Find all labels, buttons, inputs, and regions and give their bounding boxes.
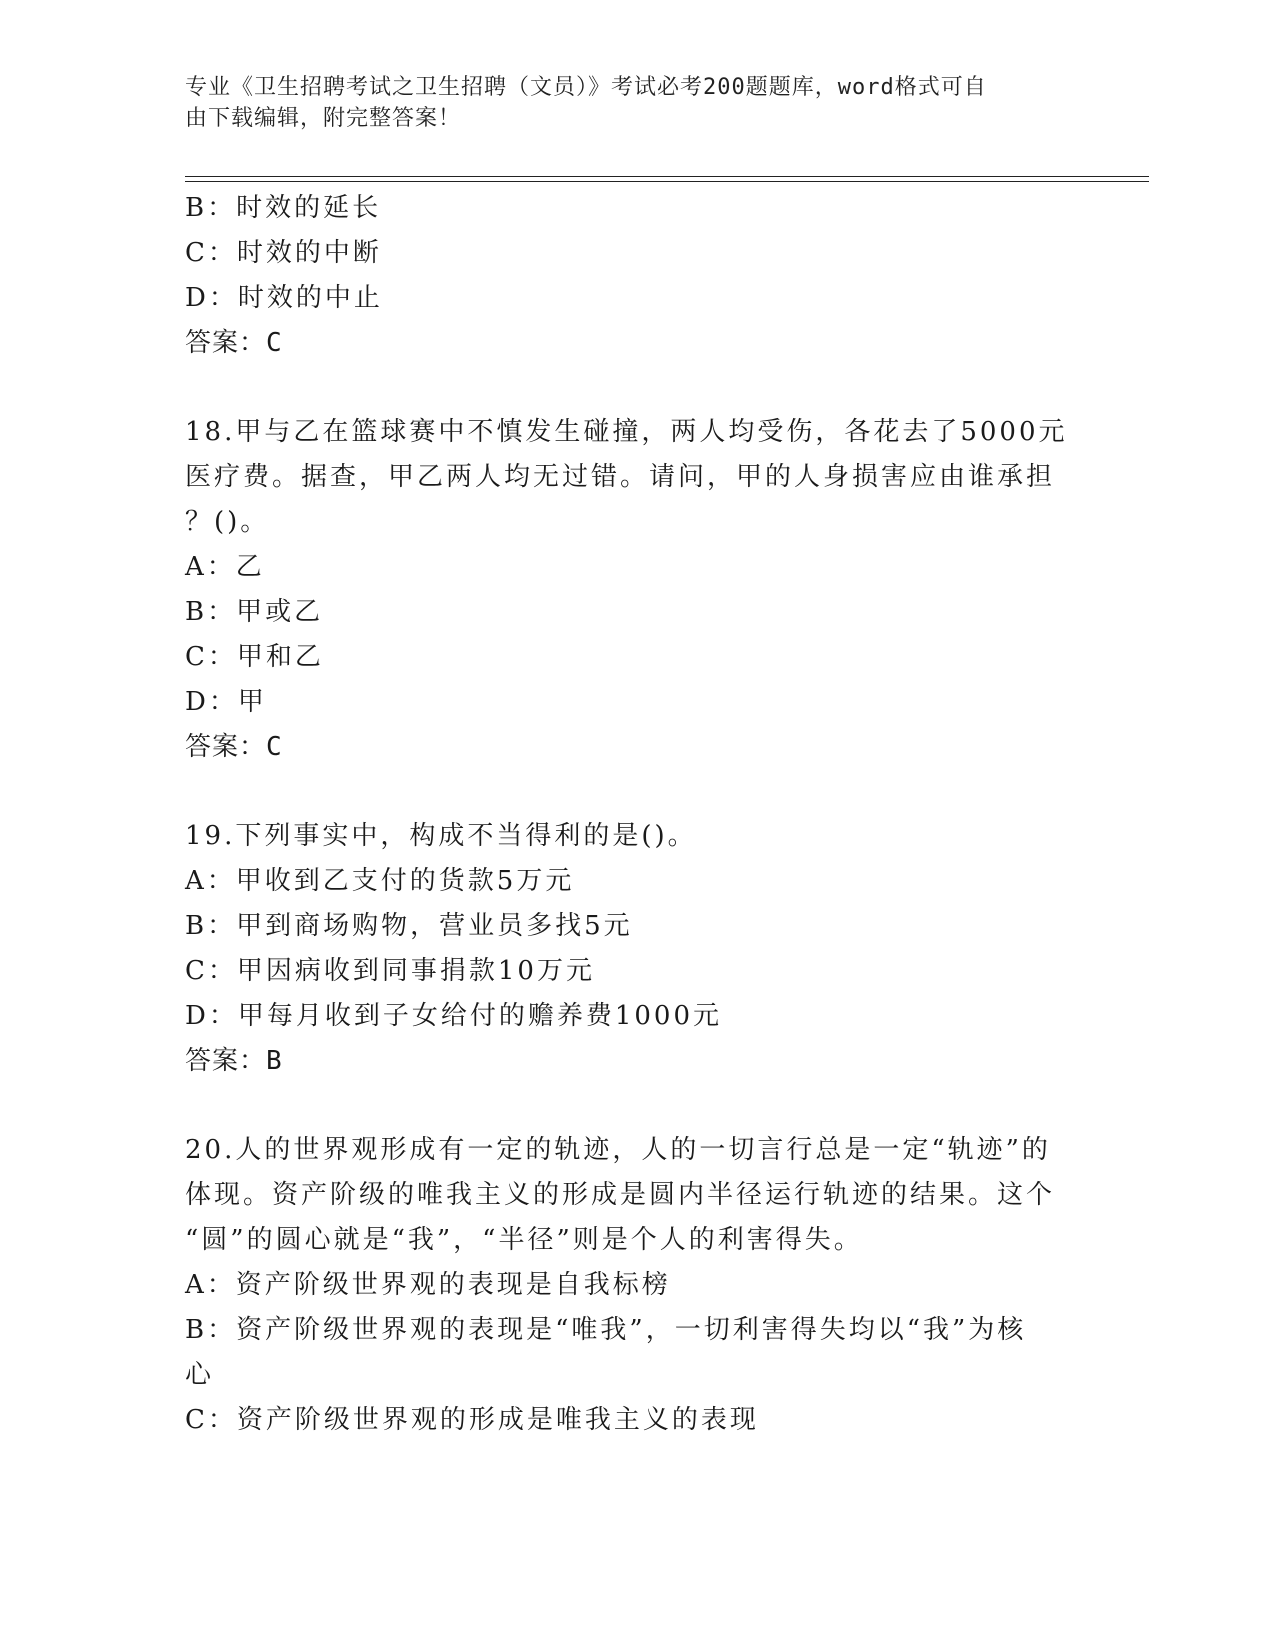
question-list <box>185 186 1075 1443</box>
option-a: A：资产阶级世界观的表现是自我标榜 <box>185 1270 671 1300</box>
question-stem-line: “圆”的圆心就是“我”，“半径”则是个人的利害得失。 <box>185 1225 863 1255</box>
question-17 <box>185 186 1075 366</box>
option-c: C：资产阶级世界观的形成是唯我主义的表现 <box>185 1405 759 1435</box>
option-a: A：乙 <box>185 552 265 582</box>
option-d: D：甲每月收到子女给付的赡养费1000元 <box>185 1001 723 1031</box>
option-d: D：时效的中止 <box>185 283 383 313</box>
option-b: B：时效的延长 <box>185 193 382 223</box>
question-18 <box>185 410 1075 770</box>
spacer <box>185 770 1075 814</box>
option-c: C：甲因病收到同事捐款10万元 <box>185 956 595 986</box>
answer-label: 答案：B <box>185 1046 283 1076</box>
header-divider <box>185 176 1149 182</box>
option-b: B：甲或乙 <box>185 597 324 627</box>
option-c: C：时效的中断 <box>185 238 382 268</box>
answer-label: 答案：C <box>185 328 283 358</box>
question-20 <box>185 1128 1075 1443</box>
question-stem-line: 20.人的世界观形成有一定的轨迹，人的一切言行总是一定“轨迹”的 <box>185 1135 1051 1165</box>
header-line-2: 由下载编辑，附完整答案！ <box>185 106 462 131</box>
option-b: B：资产阶级世界观的表现是“唯我”，一切利害得失均以“我”为核 <box>185 1315 1027 1345</box>
option-d: D：甲 <box>185 687 267 717</box>
question-stem-line: 18.甲与乙在篮球赛中不慎发生碰撞，两人均受伤，各花去了5000元 <box>185 417 1068 447</box>
question-stem-line: 体现。资产阶级的唯我主义的形成是圆内半径运行轨迹的结果。这个 <box>185 1180 1056 1210</box>
header-line-1: 专业《卫生招聘考试之卫生招聘（文员）》考试必考200题题库，word格式可自 <box>185 75 987 100</box>
spacer <box>185 1084 1075 1128</box>
option-c: C：甲和乙 <box>185 642 324 672</box>
spacer <box>185 366 1075 410</box>
question-stem-line: ？()。 <box>185 507 270 537</box>
page-header <box>185 72 1065 134</box>
answer-label: 答案：C <box>185 732 283 762</box>
option-b: B：甲到商场购物，营业员多找5元 <box>185 911 633 941</box>
question-19 <box>185 814 1075 1084</box>
option-a: A：甲收到乙支付的货款5万元 <box>185 866 575 896</box>
option-b-continued: 心 <box>185 1360 215 1390</box>
question-stem-line: 医疗费。据查，甲乙两人均无过错。请问，甲的人身损害应由谁承担 <box>185 462 1056 492</box>
question-stem-line: 19.下列事实中，构成不当得利的是()。 <box>185 821 697 851</box>
